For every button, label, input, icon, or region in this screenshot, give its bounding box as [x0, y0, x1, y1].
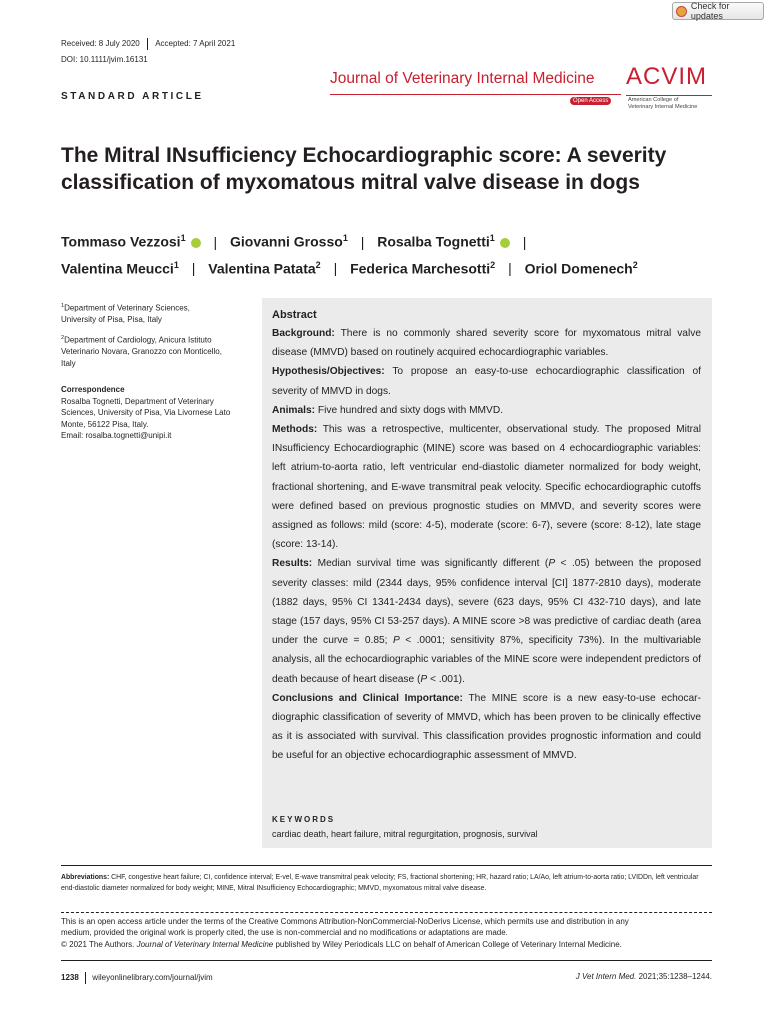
section-text: This was a retrospective, multicenter, observational study. The proposed Mitral INsufficiency Echocardiographic (MINE) score was based on 4 echocardiographic variables: left atrium-to-aorta ratio, left ventricular end-diastolic diameter normalized for body weight, fractional shortening, and E-wave transmitral peak velocity. Specific echocardiographic cutoffs were defined based on previous prognostic studies on MMVD, and severity scores were assigned as follows: mild (score: 4-5), moderate (score: 6-7), severe (score: 8-12), late stage (score: 13-14).	[272, 424, 701, 551]
section-text: < .0001; sensitivity 87%, specificity 73%). In the multivariable analysis, all the echocardiographic variables of the MINE score were independent predictors of death because of heart disease (	[272, 635, 701, 685]
keywords-list: cardiac death, heart failure, mitral regurgitation, prognosis, survival	[272, 829, 538, 839]
footer-citation	[576, 972, 712, 981]
author-name[interactable]: Valentina Meucci	[61, 260, 174, 277]
abstract-heading: Abstract	[272, 309, 317, 321]
section-text: Median survival time was significantly different (	[317, 558, 549, 570]
update-icon	[676, 6, 687, 17]
section-text: The MINE score is a new easy-to-use echocardiographic classification of severity of MMVD, which has been proven to be clinically effective as it is associated with survival. This classification provides prognostic information and could be useful for an objective echocardiographic assessment of MMVD.	[272, 692, 701, 762]
copyright-text: © 2021 The Authors.	[61, 939, 137, 949]
author-separator: |	[213, 233, 218, 250]
meta-divider	[147, 38, 149, 50]
abbreviations-label: Abbreviations:	[61, 874, 110, 881]
check-for-updates-label: Check for updates	[690, 1, 730, 21]
affiliation-marker: 1	[180, 233, 186, 243]
section-label: Animals:	[272, 404, 316, 416]
section-label: Results:	[272, 558, 313, 570]
affiliation-text: Department of Veterinary Sciences,	[64, 303, 190, 313]
open-access-badge: Open Access	[570, 97, 611, 105]
article-title	[61, 142, 711, 196]
author-name[interactable]: Federica Marchesotti	[350, 260, 491, 277]
abstract-hypothesis	[272, 362, 701, 400]
orcid-icon[interactable]	[500, 238, 510, 248]
section-text: There is no commonly shared severity score for myxomatous mitral valve disease (MMVD) based on routinely acquired echocardiographic variables.	[272, 328, 701, 359]
correspondence-text: Monte, 56122 Pisa, Italy.	[61, 419, 149, 429]
author-name[interactable]: Oriol Domenech	[524, 260, 633, 277]
author-separator: |	[191, 260, 196, 277]
author-list	[61, 227, 711, 280]
affiliation-number: 1	[61, 303, 65, 309]
abstract-conclusions	[272, 689, 701, 766]
correspondence-text: Sciences, University of Pisa, Via Livornese Lato	[61, 408, 231, 418]
abstract-methods	[272, 420, 701, 554]
author-row-1	[61, 227, 711, 254]
acvim-line-1: American College of	[628, 97, 679, 103]
acvim-logo: ACVIM	[626, 63, 708, 90]
acvim-line-2: Veterinary Internal Medicine	[628, 104, 698, 110]
citation-journal: J Vet Intern Med.	[575, 972, 637, 981]
abstract-animals	[272, 401, 701, 420]
copyright-text: published by Wiley Periodicals LLC on behalf of American College of Veterinary Internal Medicine.	[273, 939, 622, 949]
affiliation-1	[61, 301, 246, 326]
author-name[interactable]: Valentina Patata	[208, 260, 316, 277]
author-separator: |	[360, 233, 365, 250]
journal-url[interactable]: wileyonlinelibrary.com/journal/jvim	[92, 973, 213, 983]
author-name[interactable]: Rosalba Tognetti	[377, 233, 490, 250]
license-line-1: This is an open access article under the terms of the Creative Commons Attribution-NonCommercial-NoDerivs License, which permits use and distribution in any	[61, 917, 629, 926]
affiliation-marker: 2	[490, 259, 496, 270]
section-text: To propose an easy-to-use echocardiographic classification of severity of MMVD in dogs.	[272, 366, 701, 397]
section-text: Five hundred and sixty dogs with MMVD.	[317, 404, 504, 416]
abbreviations-text: CHF, congestive heart failure; CI, confidence interval; E-vel, E-wave transmitral peak velocity; FS, fractional shortening; HR, hazard ratio; LA/Ao, left atrium-to-aorta ratio; LVIDDn, left ventricular end-diastolic diameter normalized for body weight; MINE, Mitral INsufficiency Echocardiographic; MMVD, myxomatous mitral valve disease.	[61, 874, 699, 892]
p-symbol: P	[420, 673, 428, 685]
correspondence-text: Rosalba Tognetti, Department of Veterinary	[61, 396, 214, 406]
affiliation-2	[61, 333, 246, 369]
section-label: Conclusions and Clinical Importance:	[272, 692, 463, 704]
doi[interactable]: DOI: 10.1111/jvim.16131	[61, 55, 148, 64]
license-notice	[61, 916, 712, 950]
received-date: Received: 8 July 2020	[61, 39, 140, 49]
keywords-heading: KEYWORDS	[272, 815, 336, 824]
license-divider	[61, 912, 712, 913]
section-text: < .001).	[427, 673, 465, 685]
abstract-background	[272, 324, 701, 362]
author-separator: |	[333, 260, 338, 277]
section-label: Methods:	[272, 424, 318, 436]
affiliation-marker: 1	[489, 233, 495, 243]
abstract-results	[272, 554, 701, 688]
title-line-1: The Mitral INsufficiency Echocardiographic score: A severity	[61, 144, 667, 167]
author-name[interactable]: Giovanni Grosso	[230, 233, 343, 250]
journal-name[interactable]: Journal of Veterinary Internal Medicine	[330, 70, 595, 87]
title-line-2: classification of myxomatous mitral valve disease in dogs	[61, 171, 640, 194]
acvim-rule	[626, 95, 712, 96]
affiliation-marker: 2	[315, 259, 321, 270]
footer-rule	[61, 960, 712, 961]
abbreviations-rule	[61, 865, 712, 866]
affiliation-text: Veterinario Novara, Granozzo con Monticello,	[61, 347, 222, 357]
author-separator: |	[508, 260, 512, 277]
affiliation-marker: 1	[173, 259, 179, 270]
citation-details: 2021;35:1238–1244.	[636, 972, 712, 981]
affiliation-marker: 2	[632, 259, 638, 270]
abbreviations	[61, 873, 712, 894]
affiliation-text: University of Pisa, Pisa, Italy	[61, 315, 162, 325]
acvim-subtitle	[628, 97, 697, 111]
footer-left	[61, 972, 213, 984]
journal-rule	[330, 94, 621, 95]
section-label: Hypothesis/Objectives:	[272, 366, 385, 378]
author-separator: |	[522, 233, 527, 250]
article-type: STANDARD ARTICLE	[61, 91, 204, 102]
affiliation-marker: 1	[342, 233, 348, 243]
footer-divider	[85, 972, 87, 984]
check-for-updates-button[interactable]	[672, 2, 764, 20]
affiliation-number: 2	[61, 335, 65, 341]
p-symbol: P	[392, 635, 400, 647]
license-line-2: medium, provided the original work is properly cited, the use is non-commercial and no modifications or adaptations are made.	[61, 928, 508, 938]
p-symbol: P	[548, 558, 556, 570]
copyright-line	[61, 939, 712, 950]
article-dates	[61, 38, 235, 50]
orcid-icon[interactable]	[191, 238, 201, 248]
correspondence	[61, 384, 246, 442]
accepted-date: Accepted: 7 April 2021	[155, 39, 236, 49]
affiliation-text: Department of Cardiology, Anicura Istituto	[64, 335, 212, 345]
copyright-journal: Journal of Veterinary Internal Medicine	[136, 939, 274, 949]
author-row-2	[61, 254, 711, 281]
affiliation-text: Italy	[61, 358, 76, 368]
section-text: < .05) between the proposed severity classes: mild (2344 days, 95% confidence interval [CI] 1877-2810 days), moderate (1882 days, 95% CI 1341-2434 days), severe (623 days, 95% CI 432-710 days), and late stage (157 days, 95% CI 53-257 days). A MINE score >8 was predictive of cardiac death (area under the curve = 0.85;	[272, 558, 701, 647]
author-name[interactable]: Tommaso Vezzosi	[61, 233, 181, 250]
abstract	[272, 306, 701, 766]
page-number: 1238	[61, 973, 79, 983]
section-label: Background:	[272, 328, 335, 339]
correspondence-email[interactable]: Email: rosalba.tognetti@unipi.it	[61, 431, 172, 441]
correspondence-heading: Correspondence	[61, 385, 125, 394]
